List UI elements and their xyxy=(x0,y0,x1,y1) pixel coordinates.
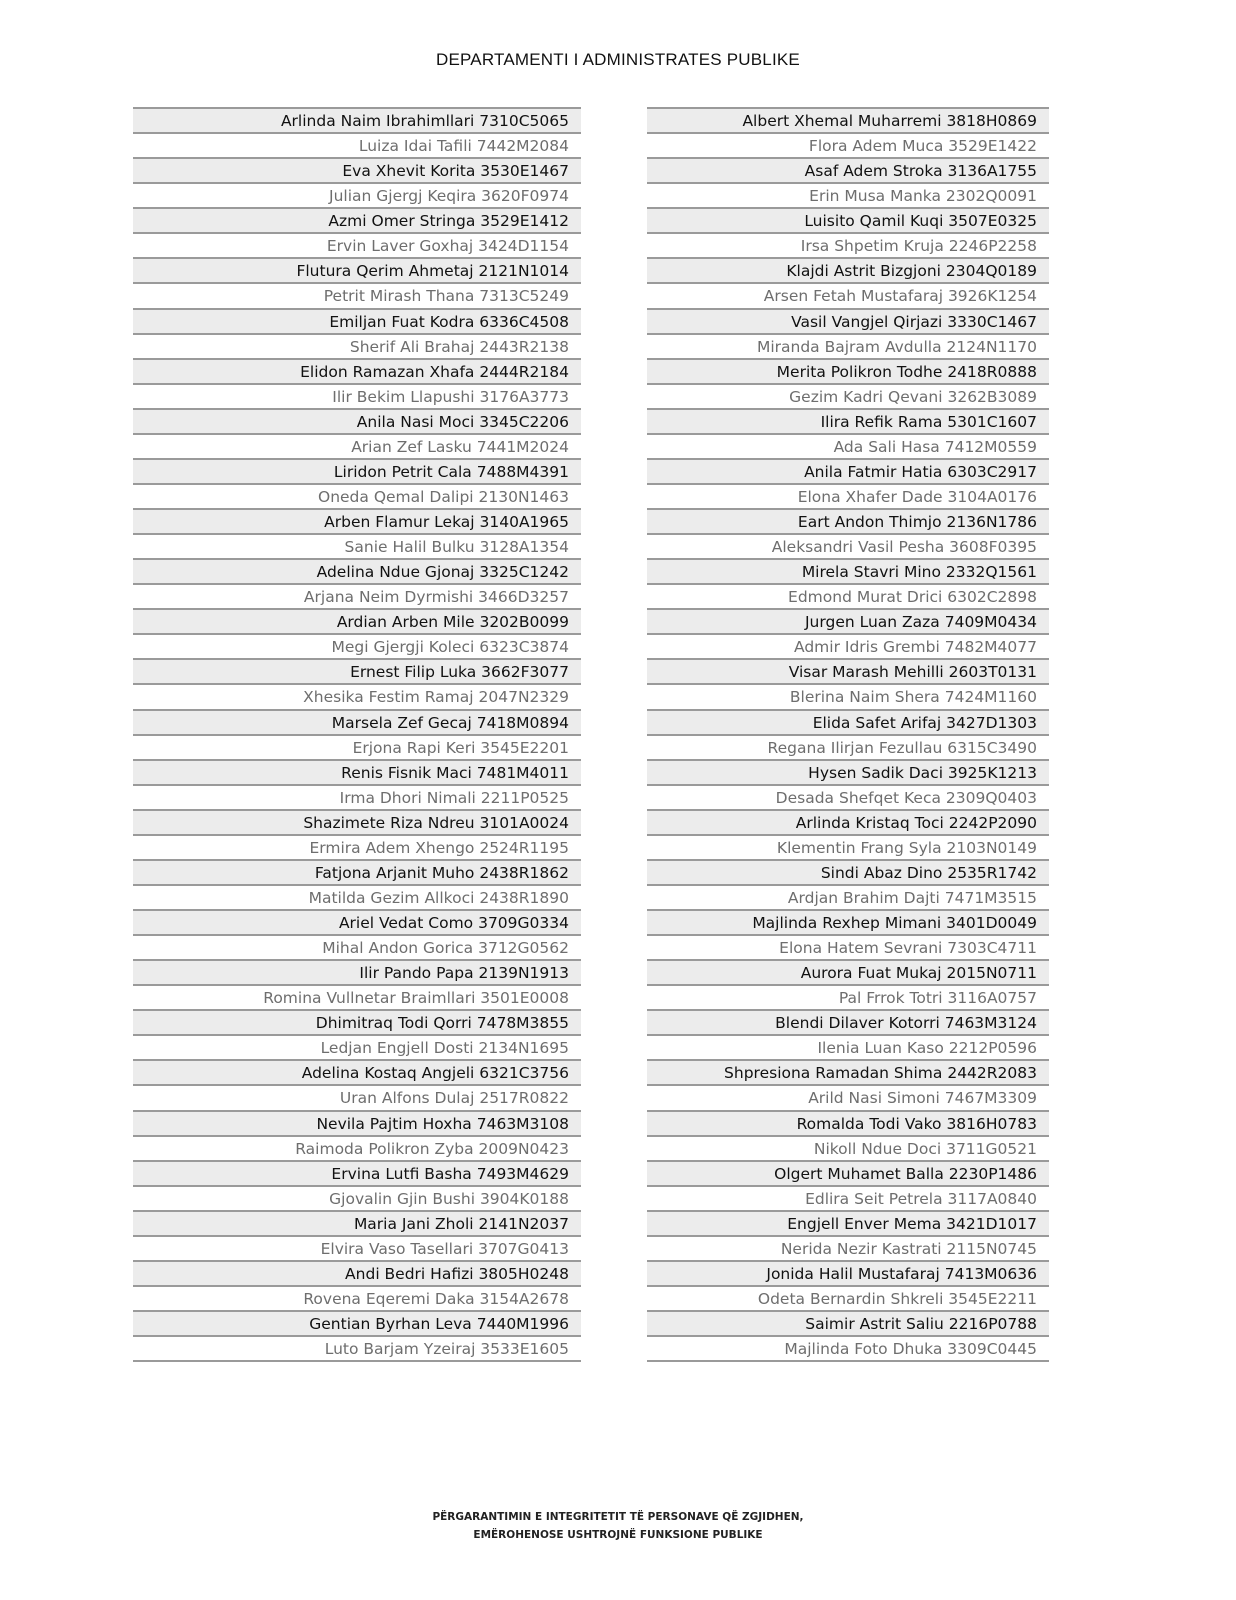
right-list-item: Klajdi Astrit Bizgjoni 2304Q0189 xyxy=(647,257,1049,282)
right-list-item: Odeta Bernardin Shkreli 3545E2211 xyxy=(647,1285,1049,1310)
right-list-item: Visar Marash Mehilli 2603T0131 xyxy=(647,658,1049,683)
left-list-item: Sanie Halil Bulku 3128A1354 xyxy=(133,533,581,558)
right-list-item: Nerida Nezir Kastrati 2115N0745 xyxy=(647,1235,1049,1260)
left-list-item: Ernest Filip Luka 3662F3077 xyxy=(133,658,581,683)
right-list-item: Anila Fatmir Hatia 6303C2917 xyxy=(647,458,1049,483)
right-list-item: Elona Hatem Sevrani 7303C4711 xyxy=(647,934,1049,959)
left-list-item: Xhesika Festim Ramaj 2047N2329 xyxy=(133,683,581,708)
right-list-item: Arsen Fetah Mustafaraj 3926K1254 xyxy=(647,282,1049,307)
right-list-item: Regana Ilirjan Fezullau 6315C3490 xyxy=(647,734,1049,759)
right-list-item: Arild Nasi Simoni 7467M3309 xyxy=(647,1084,1049,1109)
right-list-item: Romalda Todi Vako 3816H0783 xyxy=(647,1110,1049,1135)
left-list-item: Gjovalin Gjin Bushi 3904K0188 xyxy=(133,1185,581,1210)
right-list-item: Majlinda Foto Dhuka 3309C0445 xyxy=(647,1335,1049,1360)
page-footer xyxy=(0,1508,1236,1544)
left-list-item: Raimoda Polikron Zyba 2009N0423 xyxy=(133,1135,581,1160)
left-list-end-rule xyxy=(133,1360,581,1362)
right-list-item: Edlira Seit Petrela 3117A0840 xyxy=(647,1185,1049,1210)
left-list-item: Arlinda Naim Ibrahimllari 7310C5065 xyxy=(133,107,581,132)
left-list-item: Megi Gjergji Koleci 6323C3874 xyxy=(133,633,581,658)
right-list-item: Desada Shefqet Keca 2309Q0403 xyxy=(647,784,1049,809)
left-list-item: Maria Jani Zholi 2141N2037 xyxy=(133,1210,581,1235)
right-list-item: Arlinda Kristaq Toci 2242P2090 xyxy=(647,809,1049,834)
left-list-item: Arjana Neim Dyrmishi 3466D3257 xyxy=(133,583,581,608)
left-list-item: Arben Flamur Lekaj 3140A1965 xyxy=(133,508,581,533)
right-list-item: Majlinda Rexhep Mimani 3401D0049 xyxy=(647,909,1049,934)
page-title: DEPARTAMENTI I ADMINISTRATES PUBLIKE xyxy=(436,50,800,69)
right-list-item: Elida Safet Arifaj 3427D1303 xyxy=(647,709,1049,734)
left-list-item: Luiza Idai Tafili 7442M2084 xyxy=(133,132,581,157)
right-list-item: Eart Andon Thimjo 2136N1786 xyxy=(647,508,1049,533)
right-list-item: Asaf Adem Stroka 3136A1755 xyxy=(647,157,1049,182)
right-list-item: Flora Adem Muca 3529E1422 xyxy=(647,132,1049,157)
left-list-item: Matilda Gezim Allkoci 2438R1890 xyxy=(133,884,581,909)
left-list-item: Emiljan Fuat Kodra 6336C4508 xyxy=(133,308,581,333)
left-list-item: Eva Xhevit Korita 3530E1467 xyxy=(133,157,581,182)
left-list-item: Oneda Qemal Dalipi 2130N1463 xyxy=(133,483,581,508)
left-list-item: Sherif Ali Brahaj 2443R2138 xyxy=(133,333,581,358)
right-list-item: Nikoll Ndue Doci 3711G0521 xyxy=(647,1135,1049,1160)
left-list-item: Adelina Ndue Gjonaj 3325C1242 xyxy=(133,558,581,583)
right-name-list xyxy=(647,107,1049,1362)
left-list-item: Gentian Byrhan Leva 7440M1996 xyxy=(133,1310,581,1335)
left-list-item: Mihal Andon Gorica 3712G0562 xyxy=(133,934,581,959)
right-list-item: Albert Xhemal Muharremi 3818H0869 xyxy=(647,107,1049,132)
right-list-item: Sindi Abaz Dino 2535R1742 xyxy=(647,859,1049,884)
left-list-item: Ermira Adem Xhengo 2524R1195 xyxy=(133,834,581,859)
left-list-item: Andi Bedri Hafizi 3805H0248 xyxy=(133,1260,581,1285)
right-list-item: Edmond Murat Drici 6302C2898 xyxy=(647,583,1049,608)
right-list-item: Luisito Qamil Kuqi 3507E0325 xyxy=(647,207,1049,232)
right-list-item: Klementin Frang Syla 2103N0149 xyxy=(647,834,1049,859)
right-list-item: Vasil Vangjel Qirjazi 3330C1467 xyxy=(647,308,1049,333)
left-list-item: Irma Dhori Nimali 2211P0525 xyxy=(133,784,581,809)
left-list-item: Luto Barjam Yzeiraj 3533E1605 xyxy=(133,1335,581,1360)
left-list-item: Elvira Vaso Tasellari 3707G0413 xyxy=(133,1235,581,1260)
left-list-item: Flutura Qerim Ahmetaj 2121N1014 xyxy=(133,257,581,282)
left-list-item: Adelina Kostaq Angjeli 6321C3756 xyxy=(133,1059,581,1084)
left-list-item: Ariel Vedat Como 3709G0334 xyxy=(133,909,581,934)
right-list-item: Gezim Kadri Qevani 3262B3089 xyxy=(647,383,1049,408)
left-list-item: Renis Fisnik Maci 7481M4011 xyxy=(133,759,581,784)
left-list-item: Marsela Zef Gecaj 7418M0894 xyxy=(133,709,581,734)
left-list-item: Ledjan Engjell Dosti 2134N1695 xyxy=(133,1034,581,1059)
right-list-item: Olgert Muhamet Balla 2230P1486 xyxy=(647,1160,1049,1185)
right-list-item: Saimir Astrit Saliu 2216P0788 xyxy=(647,1310,1049,1335)
right-list-item: Miranda Bajram Avdulla 2124N1170 xyxy=(647,333,1049,358)
right-list-end-rule xyxy=(647,1360,1049,1362)
right-list-item: Aurora Fuat Mukaj 2015N0711 xyxy=(647,959,1049,984)
right-list-item: Jurgen Luan Zaza 7409M0434 xyxy=(647,608,1049,633)
left-list-item: Elidon Ramazan Xhafa 2444R2184 xyxy=(133,358,581,383)
right-list-item: Jonida Halil Mustafaraj 7413M0636 xyxy=(647,1260,1049,1285)
right-list-item: Ardjan Brahim Dajti 7471M3515 xyxy=(647,884,1049,909)
left-list-item: Liridon Petrit Cala 7488M4391 xyxy=(133,458,581,483)
right-list-item: Hysen Sadik Daci 3925K1213 xyxy=(647,759,1049,784)
right-list-item: Mirela Stavri Mino 2332Q1561 xyxy=(647,558,1049,583)
right-list-item: Aleksandri Vasil Pesha 3608F0395 xyxy=(647,533,1049,558)
left-list-item: Anila Nasi Moci 3345C2206 xyxy=(133,408,581,433)
left-list-item: Arian Zef Lasku 7441M2024 xyxy=(133,433,581,458)
right-list-item: Ilira Refik Rama 5301C1607 xyxy=(647,408,1049,433)
left-list-item: Erjona Rapi Keri 3545E2201 xyxy=(133,734,581,759)
right-list-item: Blerina Naim Shera 7424M1160 xyxy=(647,683,1049,708)
right-list-item: Blendi Dilaver Kotorri 7463M3124 xyxy=(647,1009,1049,1034)
left-list-item: Ervin Laver Goxhaj 3424D1154 xyxy=(133,232,581,257)
right-list-item: Pal Frrok Totri 3116A0757 xyxy=(647,984,1049,1009)
left-list-item: Uran Alfons Dulaj 2517R0822 xyxy=(133,1084,581,1109)
footer-line-2: EMËROHENOSE USHTROJNË FUNKSIONE PUBLIKE xyxy=(473,1529,763,1541)
left-name-list xyxy=(133,107,581,1362)
left-list-item: Ilir Bekim Llapushi 3176A3773 xyxy=(133,383,581,408)
right-list-item: Elona Xhafer Dade 3104A0176 xyxy=(647,483,1049,508)
right-list-item: Shpresiona Ramadan Shima 2442R2083 xyxy=(647,1059,1049,1084)
right-list-item: Irsa Shpetim Kruja 2246P2258 xyxy=(647,232,1049,257)
right-list-item: Ilenia Luan Kaso 2212P0596 xyxy=(647,1034,1049,1059)
left-list-item: Dhimitraq Todi Qorri 7478M3855 xyxy=(133,1009,581,1034)
left-list-item: Rovena Eqeremi Daka 3154A2678 xyxy=(133,1285,581,1310)
right-list-item: Merita Polikron Todhe 2418R0888 xyxy=(647,358,1049,383)
left-list-item: Ervina Lutfi Basha 7493M4629 xyxy=(133,1160,581,1185)
left-list-item: Azmi Omer Stringa 3529E1412 xyxy=(133,207,581,232)
left-list-item: Nevila Pajtim Hoxha 7463M3108 xyxy=(133,1110,581,1135)
left-list-item: Julian Gjergj Keqira 3620F0974 xyxy=(133,182,581,207)
left-list-item: Fatjona Arjanit Muho 2438R1862 xyxy=(133,859,581,884)
left-list-item: Ardian Arben Mile 3202B0099 xyxy=(133,608,581,633)
footer-line-1: PËRGARANTIMIN E INTEGRITETIT TË PERSONAVE QË ZGJIDHEN, xyxy=(432,1511,804,1523)
right-list-item: Ada Sali Hasa 7412M0559 xyxy=(647,433,1049,458)
right-list-item: Engjell Enver Mema 3421D1017 xyxy=(647,1210,1049,1235)
left-list-item: Ilir Pando Papa 2139N1913 xyxy=(133,959,581,984)
right-list-item: Erin Musa Manka 2302Q0091 xyxy=(647,182,1049,207)
left-list-item: Petrit Mirash Thana 7313C5249 xyxy=(133,282,581,307)
left-list-item: Romina Vullnetar Braimllari 3501E0008 xyxy=(133,984,581,1009)
right-list-item: Admir Idris Grembi 7482M4077 xyxy=(647,633,1049,658)
left-list-item: Shazimete Riza Ndreu 3101A0024 xyxy=(133,809,581,834)
